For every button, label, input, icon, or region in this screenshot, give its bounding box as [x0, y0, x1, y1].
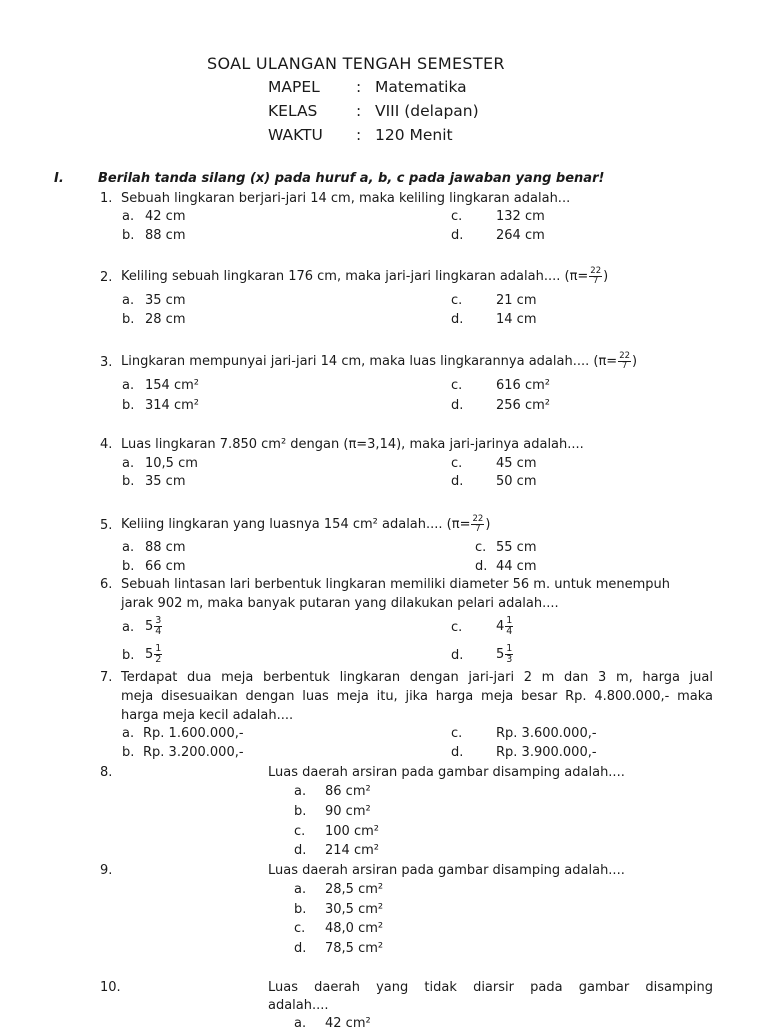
- fraction-numerator: 22: [619, 350, 631, 361]
- close-paren: ): [485, 516, 491, 532]
- option-letter: b.: [122, 648, 135, 663]
- question-number: 9.: [100, 863, 113, 878]
- fraction-denominator: 3: [506, 653, 513, 665]
- question-number: 4.: [100, 437, 113, 452]
- header-label-kelas: KELAS: [268, 102, 318, 120]
- option-letter: c.: [451, 293, 463, 308]
- option-value: 45 cm: [496, 456, 537, 471]
- header-sep-waktu: :: [356, 126, 362, 144]
- header-sep-mapel: :: [356, 78, 362, 96]
- option-letter: c.: [294, 824, 306, 839]
- option-value: 14 cm: [496, 312, 537, 327]
- option-letter: d.: [294, 941, 307, 956]
- option-value: 50 cm: [496, 474, 537, 489]
- question-text-line1: Luas daerah yang tidak diarsir pada gambar disamping: [268, 980, 713, 995]
- option-letter: d.: [451, 228, 464, 243]
- option-value: 35 cm: [145, 474, 186, 489]
- option-value: 132 cm: [496, 209, 545, 224]
- option-letter: b.: [122, 559, 135, 574]
- option-value: Rp. 3.600.000,-: [496, 726, 597, 741]
- question-number: 3.: [100, 355, 113, 370]
- option-letter: d.: [451, 745, 464, 760]
- option-letter: c.: [451, 620, 463, 635]
- option-letter: c.: [451, 378, 463, 393]
- option-letter: d.: [451, 648, 464, 663]
- question-text: [121, 262, 608, 290]
- pi-label: π=: [569, 268, 589, 284]
- option-value: 44 cm: [496, 559, 537, 574]
- question-text: Luas daerah arsiran pada gambar disamping adalah....: [268, 765, 625, 780]
- fraction: [154, 644, 162, 665]
- option-value: Rp. 3.200.000,-: [143, 745, 244, 760]
- option-value: 616 cm²: [496, 378, 550, 393]
- fraction-numerator: 22: [590, 265, 602, 276]
- option-letter: c.: [451, 726, 463, 741]
- option-letter: b.: [294, 902, 307, 917]
- option-letter: c.: [475, 540, 487, 555]
- option-letter: d.: [451, 474, 464, 489]
- fraction: [505, 616, 513, 637]
- option-value: 55 cm: [496, 540, 537, 555]
- option-letter: b.: [122, 398, 135, 413]
- fraction-whole: 4: [496, 618, 505, 634]
- header-value-waktu: 120 Menit: [375, 126, 453, 144]
- option-value: 214 cm²: [325, 843, 379, 858]
- option-value: 10,5 cm: [145, 456, 198, 471]
- question-number: 5.: [100, 518, 113, 533]
- option-value: Rp. 1.600.000,-: [143, 726, 244, 741]
- question-text-line2: jarak 902 m, maka banyak putaran yang dilakukan pelari adalah....: [121, 596, 559, 611]
- question-number: 10.: [100, 980, 121, 995]
- option-value: Rp. 3.900.000,-: [496, 745, 597, 760]
- option-letter: d.: [475, 559, 488, 574]
- question-text-line1: Sebuah lintasan lari berbentuk lingkaran memiliki diameter 56 m. untuk menempuh: [121, 577, 670, 592]
- option-value: 66 cm: [145, 559, 186, 574]
- option-mixed-fraction: [496, 640, 514, 668]
- option-value: 154 cm²: [145, 378, 199, 393]
- fraction-numerator: 3: [155, 614, 162, 626]
- option-value: 88 cm: [145, 540, 186, 555]
- question-text: Luas lingkaran 7.850 cm² dengan (π=3,14), maka jari-jarinya adalah....: [121, 437, 584, 452]
- option-letter: a.: [122, 293, 135, 308]
- header-label-mapel: MAPEL: [268, 78, 320, 96]
- question-text: Sebuah lingkaran berjari-jari 14 cm, maka keliling lingkaran adalah...: [121, 191, 571, 206]
- fraction: [154, 616, 162, 637]
- fraction-denominator: 7: [593, 275, 599, 286]
- option-letter: d.: [451, 312, 464, 327]
- option-mixed-fraction: [145, 640, 163, 668]
- option-value: 42 cm²: [325, 1016, 371, 1031]
- option-letter: b.: [122, 745, 135, 760]
- option-mixed-fraction: [496, 612, 514, 640]
- fraction-numerator: 1: [506, 614, 513, 626]
- question-text-line2: meja disesuaikan dengan luas meja itu, jika harga meja besar Rp. 4.800.000,- maka: [121, 689, 713, 704]
- question-text: [121, 510, 490, 538]
- option-value: 264 cm: [496, 228, 545, 243]
- option-letter: b.: [122, 228, 135, 243]
- question-text-main: Lingkaran mempunyai jari-jari 14 cm, maka luas lingkarannya adalah.... (: [121, 353, 599, 369]
- fraction-denominator: 4: [155, 625, 162, 637]
- option-value: 28 cm: [145, 312, 186, 327]
- fraction-denominator: 2: [155, 653, 162, 665]
- option-letter: a.: [122, 726, 135, 741]
- option-value: 256 cm²: [496, 398, 550, 413]
- option-value: 78,5 cm²: [325, 941, 384, 956]
- option-letter: d.: [294, 843, 307, 858]
- exam-title: SOAL ULANGAN TENGAH SEMESTER: [207, 54, 505, 73]
- fraction-denominator: 4: [506, 625, 513, 637]
- option-letter: a.: [294, 882, 307, 897]
- option-letter: c.: [451, 209, 463, 224]
- option-letter: c.: [294, 921, 306, 936]
- close-paren: ): [632, 353, 638, 369]
- header-sep-kelas: :: [356, 102, 362, 120]
- fraction-denominator: 7: [475, 523, 481, 534]
- fraction-denominator: 7: [621, 360, 628, 371]
- section-number: I.: [54, 171, 64, 186]
- header-value-kelas: VIII (delapan): [375, 102, 479, 120]
- option-letter: a.: [122, 620, 135, 635]
- question-text-line2: adalah....: [268, 998, 329, 1013]
- option-mixed-fraction: [145, 612, 163, 640]
- fraction: [505, 644, 513, 665]
- pi-fraction: [471, 515, 484, 534]
- question-number: 7.: [100, 670, 113, 685]
- option-value: 90 cm²: [325, 804, 371, 819]
- option-letter: b.: [294, 804, 307, 819]
- question-number: 6.: [100, 577, 113, 592]
- option-value: 314 cm²: [145, 398, 199, 413]
- option-value: 86 cm²: [325, 784, 371, 799]
- option-value: 48,0 cm²: [325, 921, 384, 936]
- question-text: [121, 347, 637, 375]
- option-value: 30,5 cm²: [325, 902, 384, 917]
- option-value: 100 cm²: [325, 824, 379, 839]
- question-text-main: Keliling sebuah lingkaran 176 cm, maka jari-jari lingkaran adalah.... (: [121, 268, 570, 284]
- option-letter: a.: [122, 209, 135, 224]
- fraction-numerator: 1: [506, 642, 513, 654]
- question-number: 2.: [100, 270, 113, 285]
- question-text: Luas daerah arsiran pada gambar disamping adalah....: [268, 863, 625, 878]
- fraction-whole: 5: [145, 618, 154, 634]
- fraction-whole: 5: [145, 646, 154, 662]
- option-value: 42 cm: [145, 209, 186, 224]
- option-value: 21 cm: [496, 293, 537, 308]
- question-text-main: Keliing lingkaran yang luasnya 154 cm² adalah.... (: [121, 516, 452, 532]
- option-letter: a.: [294, 1016, 307, 1031]
- option-letter: a.: [122, 378, 135, 393]
- question-text-line3: harga meja kecil adalah....: [121, 708, 294, 723]
- question-number: 8.: [100, 765, 113, 780]
- option-letter: a.: [294, 784, 307, 799]
- pi-label: π=: [598, 353, 618, 369]
- fraction-numerator: 22: [472, 513, 484, 524]
- option-letter: a.: [122, 456, 135, 471]
- option-value: 88 cm: [145, 228, 186, 243]
- option-letter: a.: [122, 540, 135, 555]
- option-value: 35 cm: [145, 293, 186, 308]
- section-instruction: Berilah tanda silang (x) pada huruf a, b, c pada jawaban yang benar!: [98, 171, 605, 186]
- header-value-mapel: Matematika: [375, 78, 467, 96]
- close-paren: ): [603, 268, 609, 284]
- pi-fraction: [618, 352, 631, 371]
- fraction-numerator: 1: [155, 642, 162, 654]
- question-text-line1: Terdapat dua meja berbentuk lingkaran dengan jari-jari 2 m dan 3 m, harga jual: [121, 670, 713, 685]
- option-letter: c.: [451, 456, 463, 471]
- fraction-whole: 5: [496, 646, 505, 662]
- option-letter: b.: [122, 312, 135, 327]
- header-label-waktu: WAKTU: [268, 126, 323, 144]
- option-value: 28,5 cm²: [325, 882, 384, 897]
- option-letter: b.: [122, 474, 135, 489]
- pi-label: π=: [451, 516, 471, 532]
- question-number: 1.: [100, 191, 113, 206]
- option-letter: d.: [451, 398, 464, 413]
- pi-fraction: [589, 267, 602, 286]
